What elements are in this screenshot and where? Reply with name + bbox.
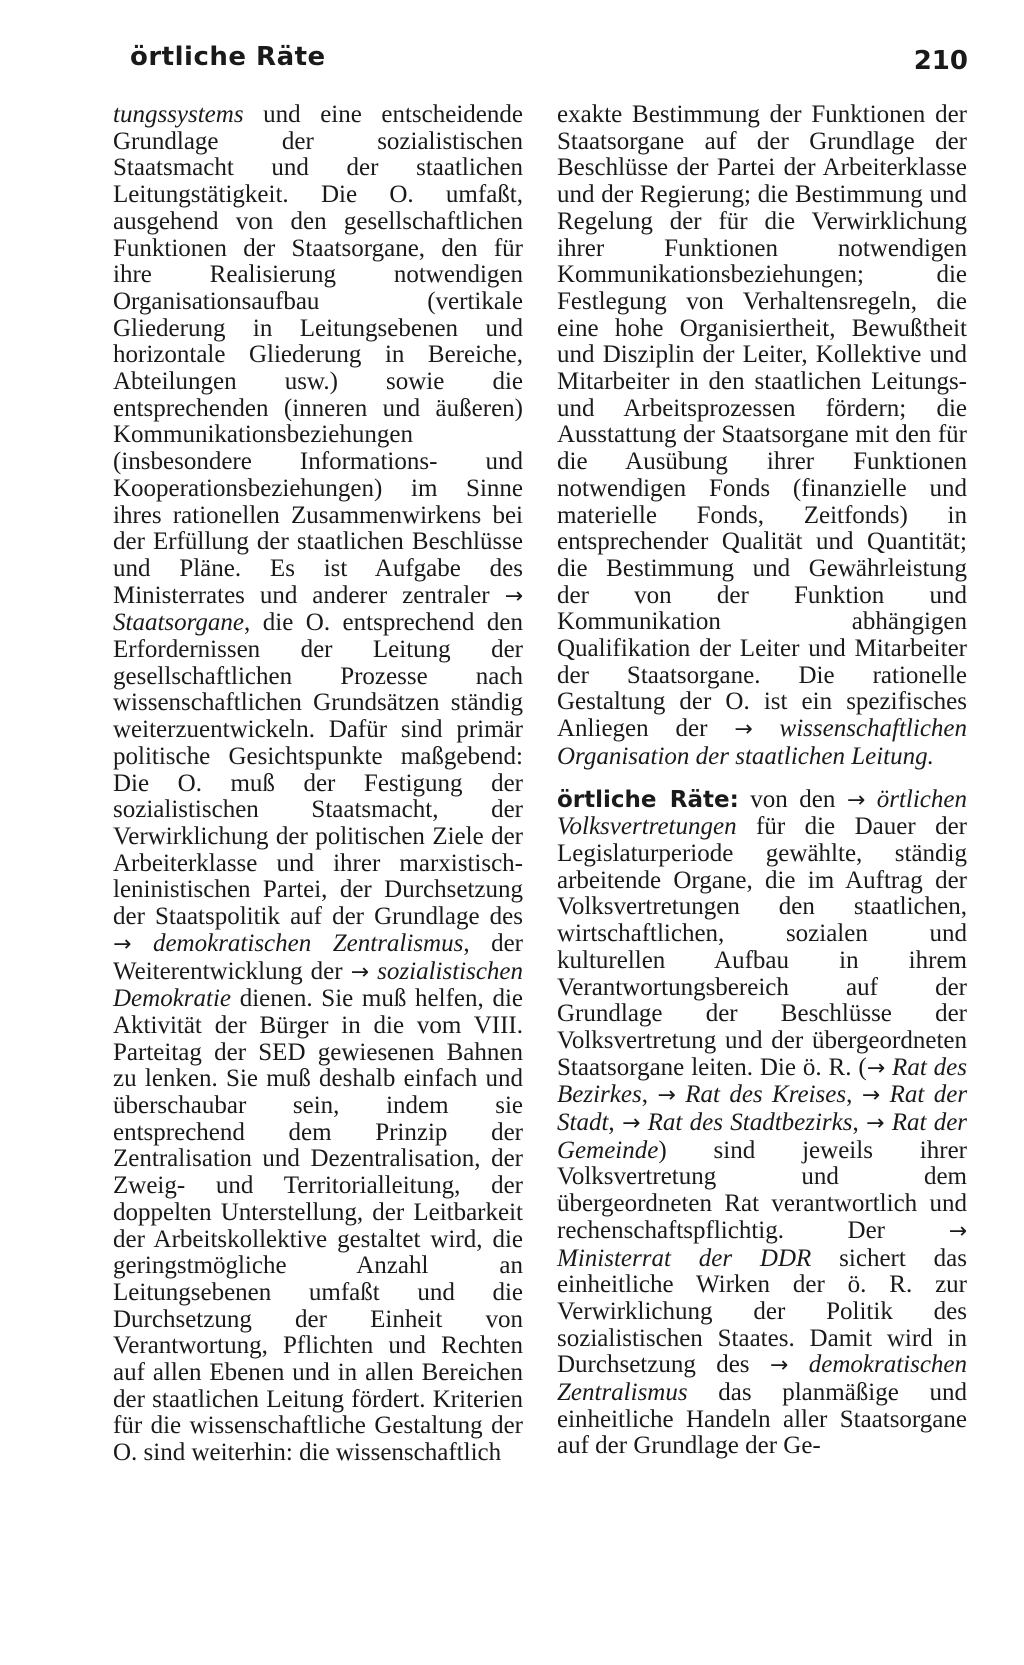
arrow-icon: → bbox=[734, 717, 753, 743]
body-text: von den bbox=[738, 785, 847, 813]
arrow-icon: → bbox=[861, 1083, 881, 1109]
body-text: , bbox=[846, 1081, 862, 1109]
running-head: örtliche Räte bbox=[130, 42, 326, 72]
cross-reference: sozialistischen Demokratie bbox=[113, 957, 524, 1013]
cross-reference: örtlichen Volksvertretungen bbox=[557, 785, 967, 841]
page-number: 210 bbox=[913, 46, 968, 76]
body-text: , bbox=[852, 1109, 866, 1137]
entry-term: örtliche Räte: bbox=[557, 786, 739, 813]
paragraph bbox=[557, 102, 967, 771]
arrow-icon: → bbox=[948, 1218, 967, 1244]
italic-text: tungssystems bbox=[113, 101, 244, 128]
paragraph bbox=[113, 102, 523, 1467]
arrow-icon: → bbox=[113, 931, 132, 957]
body-text: exakte Bestimmung der Funktionen der Staatsorgane auf der Grundlage der Beschlüsse der Partei der Arbeiterklasse und der Regierung; die Bestimmung und Regelung der für die Verwirklichung ihrer Funktionen notwendigen Kommunikationsbeziehungen; die Festlegung von Verhaltensregeln, die eine hohe Organisiertheit, Bewußtheit und Disziplin der Leiter, Kollektive und Mitarbeiter in den staatlichen Leitungs- und Arbeitsprozessen fördern; die Ausstattung der Staatsorgane mit den für die Ausübung ihrer Funktionen notwendigen Fonds (finanzielle und materielle Fonds, Zeitfonds) in entsprechender Qualität und Quantität; die Bestimmung und Gewährleistung der von der Funktion und Kommunikation abhängigen Qualifikation der Leiter und Mitarbeiter der Staatsorgane. Die rationelle Gestaltung der O. ist ein spezifisches Anliegen der bbox=[557, 101, 967, 743]
cross-reference: Ministerrat der DDR bbox=[557, 1244, 812, 1272]
body-text: das planmäßige und einheitliche Handeln aller Staatsorgane auf der Grundlage der Ge- bbox=[557, 1379, 967, 1460]
cross-reference: Rat des Kreises bbox=[685, 1081, 847, 1109]
arrow-icon: → bbox=[621, 1111, 641, 1137]
arrow-icon: → bbox=[350, 959, 370, 985]
arrow-icon: → bbox=[657, 1083, 676, 1109]
cross-reference: wissenschaftlichen Organisation der staatlichen Leitung. bbox=[557, 715, 968, 770]
right-column bbox=[557, 102, 967, 1476]
cross-reference: demokratischen Zentralismus bbox=[557, 1351, 968, 1407]
body-text: , der Weiterentwicklung der bbox=[113, 929, 524, 985]
cross-reference: Rat der Stadt bbox=[557, 1081, 968, 1137]
arrow-icon: → bbox=[504, 583, 523, 609]
cross-reference: Rat der Gemeinde bbox=[557, 1109, 968, 1164]
left-column bbox=[113, 102, 523, 1483]
body-text: , bbox=[641, 1081, 658, 1109]
cross-reference: Rat des Bezirkes bbox=[557, 1053, 967, 1109]
body-text: für die Dauer der Legislaturperiode gewählte, ständig arbeitende Organe, die im Auftrag der Volksvertretungen den staatlichen, wirtschaftlichen, sozialen und kulturellen Aufbau in ihrem Verantwortungsbereich auf der Grundlage der Beschlüsse der Volksvertretung und der übergeordneten Staatsorgane leiten. Die ö. R. ( bbox=[557, 813, 967, 1081]
entry-oertliche-raete bbox=[557, 787, 967, 1461]
body-text: und eine entscheidende Grundlage der sozialistischen Staatsmacht und der staatlichen Leitungstätigkeit. Die O. umfaßt, ausgehend von den gesellschaftlichen Funktionen der Staatsorgane, den für ihre Realisierung notwendigen Organisationsaufbau (vertikale Gliederung in Leitungsebenen und horizontale Gliederung in Bereiche, Abteilungen usw.) sowie die entsprechenden (inneren und äußeren) Kommunikationsbeziehungen (insbesondere Informations- und Kooperationsbeziehungen) im Sinne ihres rationellen Zusammenwirkens bei der Erfüllung der staatlichen Beschlüsse und Pläne. Es ist Aufgabe des Ministerrates und anderer zentraler bbox=[113, 101, 523, 609]
body-text: sichert das einheitliche Wirken der ö. R. zur Verwirklichung der Politik des sozialistischen Staates. Damit wird in Durchsetzung des bbox=[557, 1244, 967, 1379]
cross-reference: Staatsorgane bbox=[113, 609, 245, 637]
body-text: , bbox=[608, 1109, 622, 1137]
arrow-icon: → bbox=[846, 787, 866, 813]
cross-reference: Rat des Stadtbezirks bbox=[647, 1109, 853, 1137]
body-text: dienen. Sie muß helfen, die Aktivität der Bürger in die vom VIII. Parteitag der SED gewiesenen Bahnen zu lenken. Sie muß deshalb einfach und überschaubar sein, indem sie entsprechend dem Prinzip der Zentralisation und Dezentralisation, der Zweig- und Territorialleitung, der doppelten Unterstellung, der Leitbarkeit der Arbeitskollektive gestaltet wird, die geringstmögliche Anzahl an Leitungsebenen umfaßt und die Durchsetzung der Einheit von Verantwortung, Pflichten und Rechten auf allen Ebenen und in allen Bereichen der staatlichen Leitung fördert. Kriterien für die wissenschaftliche Gestaltung der O. sind weiterhin: die wissenschaftlich bbox=[113, 985, 523, 1467]
arrow-icon: → bbox=[866, 1055, 886, 1081]
body-text: ) sind jeweils ihrer Volksvertretung und dem übergeordneten Rat verantwortlich und rechenschaftspflichtig. Der bbox=[557, 1136, 967, 1244]
cross-reference: demokratischen Zentralismus bbox=[152, 929, 464, 957]
arrow-icon: → bbox=[769, 1353, 789, 1379]
arrow-icon: → bbox=[866, 1111, 885, 1137]
body-text: , die O. entsprechend den Erfordernissen der Leitung der gesellschaftlichen Prozesse nach wissenschaftlichen Grundsätzen ständig weiterzuentwickeln. Dafür sind primär politische Gesichtspunkte maßgebend: Die O. muß der Festigung der sozialistischen Staatsmacht, der Verwirklichung der politischen Ziele der Arbeiterklasse und ihrer marxistisch-leninistischen Partei, der Durchsetzung der Staatspolitik auf der Grundlage des bbox=[113, 609, 523, 931]
